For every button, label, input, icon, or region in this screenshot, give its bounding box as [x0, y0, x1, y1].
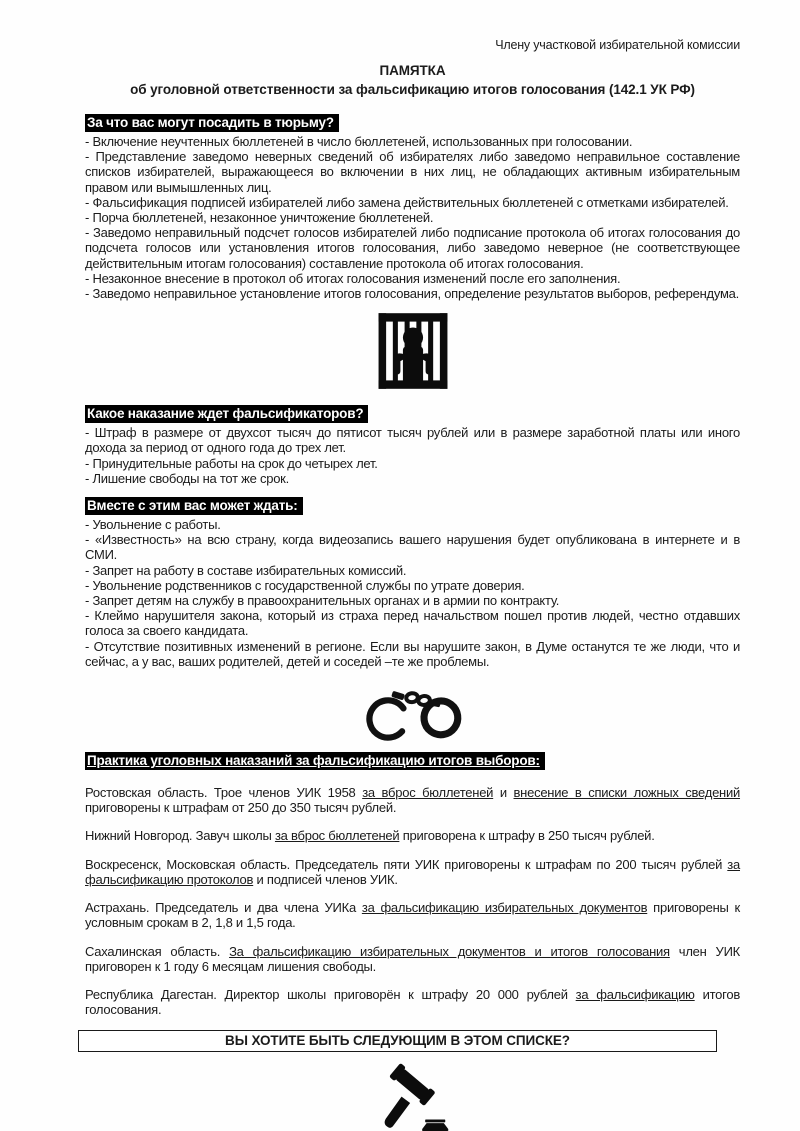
case-text: Сахалинская область.	[85, 943, 230, 959]
section-heading-practice: Практика уголовных наказаний за фальсификацию итогов выборов:	[85, 752, 545, 770]
bullet-item: - Отсутствие позитивных изменений в регионе. Если вы нарушите закон, в Думе останутся те же люди, что и сейчас, а у вас, ваших родителей, детей и соседей –те же проблемы.	[85, 638, 740, 669]
gavel-icon-row	[85, 1062, 740, 1131]
case-paragraph	[85, 785, 740, 815]
case-text: приговорена к штрафу в 250 тысяч рублей.	[399, 828, 655, 844]
case-text: итогов голосования.	[85, 986, 740, 1018]
bullet-item: - Клеймо нарушителя закона, который из страха перед начальством пошел против людей, честно отдавших голоса за своего кандидата.	[85, 608, 740, 639]
case-text: приговорены к условным срокам в 2, 1,8 и 1,5 года.	[85, 900, 740, 931]
case-text: Республика Дагестан. Директор школы приговорён к штрафу 20 000 рублей	[85, 986, 576, 1002]
bullet-item: - Запрет на работу в составе избирательных комиссий.	[85, 562, 407, 578]
case-text: Воскресенск, Московская область. Председатель пяти УИК приговорены к штрафам по 200 тысяч рублей	[85, 856, 728, 872]
underlined-charge: внесение в списки ложных сведений	[513, 785, 741, 801]
section-practice	[85, 752, 740, 1017]
section-prison-reasons	[85, 114, 740, 301]
bullet-item: - Фальсификация подписей избирателей либо замена действительных бюллетеней с отметками избирателей.	[85, 194, 729, 210]
case-text: приговорены к штрафам от 250 до 350 тысяч рублей.	[85, 800, 397, 816]
bullet-item: - Увольнение с работы.	[85, 517, 221, 533]
section-heading-punishments: Какое наказание ждет фальсификаторов?	[85, 405, 368, 423]
case-text: член УИК приговорен к 1 году 6 месяцам лишения свободы.	[85, 943, 740, 974]
underlined-charge: за фальсификацию избирательных документов	[361, 900, 648, 916]
case-text: и	[493, 785, 514, 801]
bullet-item: - Представление заведомо неверных сведений об избирателях либо заведомо неправильное составление списков избирателей, выражающееся во включении в них лиц, не обладающих активным избирательным правом или вымышленных лиц.	[85, 149, 740, 195]
case-paragraph	[85, 987, 740, 1017]
case-text: Астрахань. Председатель и два члена УИКа	[85, 900, 362, 916]
bullet-item: - Штраф в размере от двухсот тысяч до пятисот тысяч рублей или в размере заработной платы или иного дохода за период от одного года до трех лет.	[85, 425, 740, 456]
bullet-list-prison-reasons	[85, 134, 740, 301]
section-heading-prison-reasons: За что вас могут посадить в тюрьму?	[85, 114, 339, 132]
case-text: Нижний Новгород. Завуч школы	[85, 828, 275, 844]
underlined-charge: За фальсификацию избирательных документов и итогов голосования	[229, 943, 670, 959]
bullet-item: - Порча бюллетеней, незаконное уничтожение бюллетеней.	[85, 210, 434, 226]
section-consequences	[85, 497, 740, 669]
section-punishments	[85, 405, 740, 486]
bullet-item: - Запрет детям на службу в правоохранительных органах и в армии по контракту.	[85, 593, 560, 609]
prison-icon-row	[85, 308, 740, 394]
bullet-item: - Включение неучтенных бюллетеней в число бюллетеней, использованных при голосовании.	[85, 134, 633, 149]
bullet-item: - Незаконное внесение в протокол об итогах голосования изменений после его заполнения.	[85, 270, 621, 286]
case-text: и подписей членов УИК.	[253, 871, 398, 887]
bullet-item: - Принудительные работы на срок до четырех лет.	[85, 455, 378, 471]
underlined-charge: за вброс бюллетеней	[274, 828, 400, 844]
bullet-item: - Заведомо неправильный подсчет голосов избирателей либо подписание протокола об итогах голосования до подсчета голосов или установления итогов голосования, либо заведомо неверное (не соответствующее действительным итогам голосования) составление протокола об итогах голосования.	[85, 225, 740, 271]
underlined-charge: за фальсификацию протоколов	[85, 856, 740, 887]
bullet-list-consequences	[85, 517, 740, 669]
bullet-item: - Увольнение родственников с государственной службы по утрате доверия.	[85, 577, 525, 593]
prisoner-behind-bars-icon	[371, 308, 455, 394]
underlined-charge: за фальсификацию	[575, 986, 695, 1002]
case-paragraph	[85, 900, 740, 930]
bullet-item: - «Известность» на всю страну, когда видеозапись вашего нарушения будет опубликована в интернете и в СМИ.	[85, 532, 740, 563]
case-paragraph	[85, 944, 740, 974]
addressee-line: Члену участковой избирательной комиссии	[495, 38, 740, 52]
bullet-list-punishments	[85, 425, 740, 486]
bullet-item: - Лишение свободы на тот же срок.	[85, 470, 289, 486]
case-paragraph	[85, 828, 740, 843]
gavel-icon	[370, 1062, 456, 1131]
case-paragraph	[85, 857, 740, 887]
practice-case-list	[85, 785, 740, 1017]
handcuffs-icon	[354, 671, 472, 751]
handcuffs-icon-row	[85, 671, 740, 751]
underlined-charge: за вброс бюллетеней	[362, 785, 494, 801]
doc-subtitle: об уголовной ответственности за фальсификацию итогов голосования (142.1 УК РФ)	[130, 82, 695, 97]
bullet-item: - Заведомо неправильное установление итогов голосования, определение результатов выборов, референдума.	[85, 286, 739, 302]
doc-title: ПАМЯТКА	[379, 63, 446, 78]
case-text: Ростовская область. Трое членов УИК 1958	[85, 785, 363, 801]
section-heading-consequences: Вместе с этим вас может ждать:	[85, 497, 303, 515]
warning-banner: ВЫ ХОТИТЕ БЫТЬ СЛЕДУЮЩИМ В ЭТОМ СПИСКЕ?	[78, 1030, 717, 1052]
